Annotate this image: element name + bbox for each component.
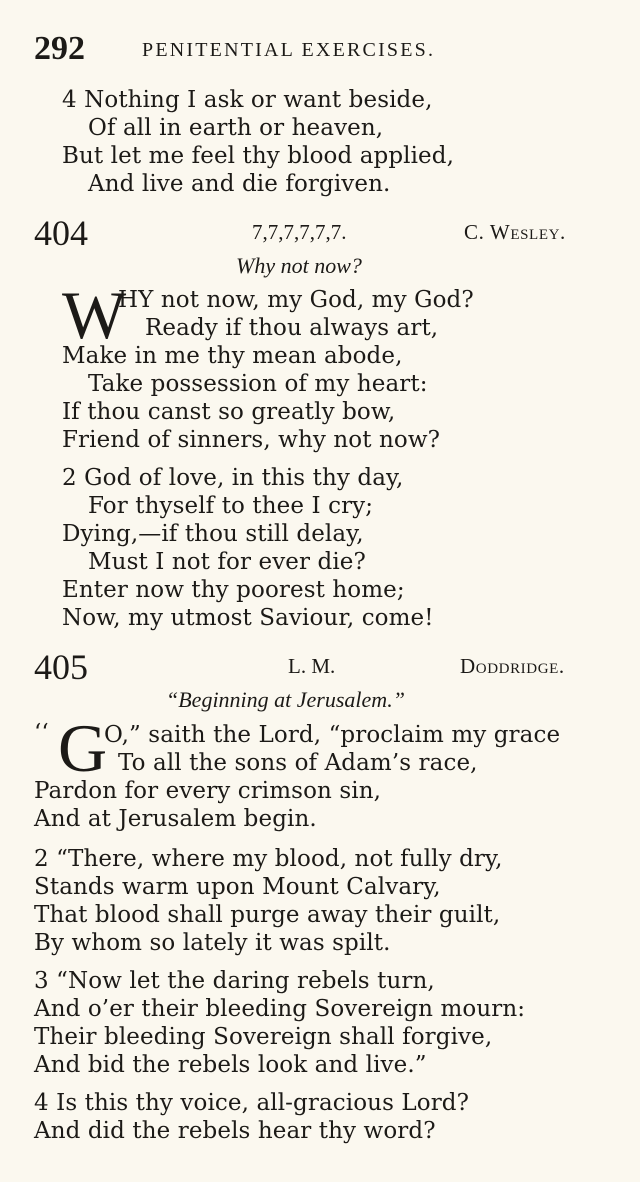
verse-line: 2 God of love, in this thy day, (62, 465, 404, 491)
verse-line: Take possession of my heart: (88, 371, 428, 397)
drop-cap: G (58, 710, 108, 786)
verse-line: Now, my utmost Saviour, come! (62, 605, 434, 631)
verse-line: Make in me thy mean abode, (62, 343, 403, 369)
hymn-subtitle: Why not now? (236, 253, 362, 278)
drop-cap: W (62, 277, 127, 353)
verse-line: And at Jerusalem begin. (34, 806, 317, 832)
verse-line: And o’er their bleeding Sovereign mourn: (34, 996, 526, 1022)
verse-line: If thou canst so greatly bow, (62, 399, 396, 425)
hymn-number: 405 (34, 647, 88, 687)
verse-line: But let me feel thy blood applied, (62, 143, 455, 169)
hymn-meter: 7,7,7,7,7,7. (252, 220, 347, 244)
hymn-author: C. Wesley. (464, 220, 566, 244)
verse-line: 4 Nothing I ask or want beside, (62, 87, 433, 113)
verse-line: Stands warm upon Mount Calvary, (34, 874, 441, 900)
hymn-meter: L. M. (288, 654, 336, 678)
verse-line: Ready if thou always art, (145, 315, 439, 341)
verse-line: Enter now thy poorest home; (62, 577, 405, 603)
open-quote: ‘‘ (34, 720, 49, 746)
hymn-number: 404 (34, 213, 88, 253)
verse-line: 2 “There, where my blood, not fully dry, (34, 846, 503, 872)
verse-line: Pardon for every crimson sin, (34, 778, 382, 804)
verse-line: By whom so lately it was spilt. (34, 930, 391, 956)
verse-line: 3 “Now let the daring rebels turn, (34, 968, 435, 994)
verse-line: And bid the rebels look and live.” (34, 1052, 427, 1078)
verse-line: To all the sons of Adam’s race, (118, 750, 478, 776)
verse-line: That blood shall purge away their guilt, (34, 902, 501, 928)
verse-line: And live and die forgiven. (88, 171, 391, 197)
verse-line: For thyself to thee I cry; (88, 493, 374, 519)
running-title: PENITENTIAL EXERCISES. (142, 39, 436, 61)
verse-line: HY not now, my God, my God? (118, 287, 474, 313)
verse-line: Friend of sinners, why not now? (62, 427, 441, 453)
hymn-subtitle: “Beginning at Jerusalem.” (166, 687, 405, 712)
verse-line: O,” saith the Lord, “proclaim my grace (104, 722, 561, 748)
verse-line: Their bleeding Sovereign shall forgive, (34, 1024, 493, 1050)
verse-line: Dying,—if thou still delay, (62, 521, 364, 547)
verse-line: 4 Is this thy voice, all-gracious Lord? (34, 1090, 470, 1116)
verse-line: Must I not for ever die? (88, 549, 366, 575)
verse-line: And did the rebels hear thy word? (34, 1118, 436, 1144)
page-number: 292 (34, 30, 85, 67)
hymn-author: Doddridge. (460, 654, 565, 678)
verse-line: Of all in earth or heaven, (88, 115, 384, 141)
